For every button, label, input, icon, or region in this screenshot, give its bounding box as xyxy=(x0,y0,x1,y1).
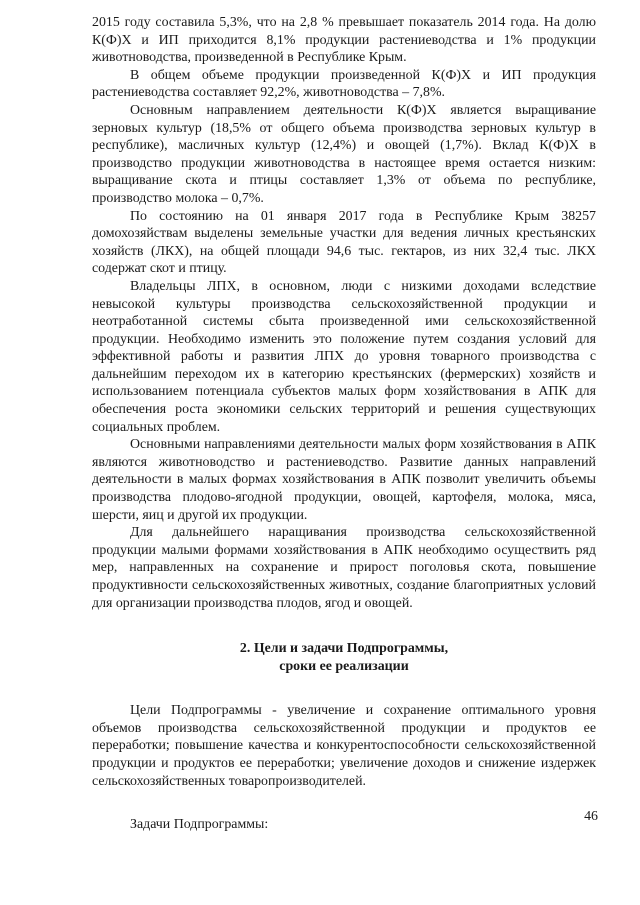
document-page xyxy=(92,14,596,834)
paragraph-4: По состоянию на 01 января 2017 года в Республике Крым 38257 домохозяйствам выделены земельные участки для ведения личных крестьянских хозяйств (ЛКХ), на общей площади 94,6 тыс. гектаров, из них 32,4 тыс. ЛКХ содержат скот и птицу. xyxy=(92,208,596,277)
paragraph-6: Основными направлениями деятельности малых форм хозяйствования в АПК являются животноводство и растениеводство. Развитие данных направлений деятельности в малых формах хозяйствования в АПК позволит увеличить объемы производства плодово-ягодной продукции, овощей, картофеля, молока, мяса, шерсти, яиц и другой их продукции. xyxy=(92,437,596,523)
tasks-paragraph: Задачи Подпрограммы: xyxy=(130,817,269,833)
paragraph-5: Владельцы ЛПХ, в основном, люди с низкими доходами вследствие невысокой культуры производства сельскохозяйственной продукции и неотработанной системы сбыта произведенной ими сельскохозяйственной продукции. Необходимо изменить это положение путем создания условий для эффективной работы и развития ЛПХ до уровня товарного производства с дальнейшим переходом их в категорию крестьянских (фермерских) хозяйств и использованием потенциала субъектов малых форм хозяйствования в АПК для обеспечения роста экономики сельских территорий и решения существующих социальных проблем. xyxy=(92,278,596,435)
paragraph-2: В общем объеме продукции произведенной К(Ф)Х и ИП продукция растениеводства составляет 92,2%, животноводства – 7,8%. xyxy=(92,67,596,101)
section-title-line-1: 2. Цели и задачи Подпрограммы, xyxy=(239,641,449,657)
goals-paragraph: Цели Подпрограммы - увеличение и сохранение оптимального уровня объемов производства сельскохозяйственной продукции и продуктов ее переработки; повышение качества и конкурентоспособности сельскохозяйственной продукции и продуктов ее переработки; увеличение доходов и снижение издержек сельскохозяйственных товаропроизводителей. xyxy=(92,703,596,789)
paragraph-7: Для дальнейшего наращивания производства сельскохозяйственной продукции малыми формами хозяйствования в АПК необходимо осуществить ряд мер, направленных на сохранение и прирост поголовья скота, повышение продуктивности сельскохозяйственных животных, создание благоприятных условий для организации производства плодов, ягод и овощей. xyxy=(92,525,596,611)
page-number: 46 xyxy=(584,809,598,824)
paragraph-1: 2015 году составила 5,3%, что на 2,8 % превышает показатель 2014 года. На долю К(Ф)Х и ИП приходится 8,1% продукции растениеводства и 1% продукции животноводства, произведенной в Республике Крым. xyxy=(92,15,596,66)
paragraph-3: Основным направлением деятельности К(Ф)Х является выращивание зерновых культур (18,5% от общего объема производства зерновых культур в республике), масличных культур (12,4%) и овощей (1,7%). Вклад К(Ф)Х в производство продукции животноводства в настоящее время остается низким: выращивание скота и птицы составляет 1,3% от объема по республике, производство молока – 0,7%. xyxy=(92,102,596,206)
section-title-line-2: сроки ее реализации xyxy=(279,659,409,675)
section-heading xyxy=(92,640,596,676)
